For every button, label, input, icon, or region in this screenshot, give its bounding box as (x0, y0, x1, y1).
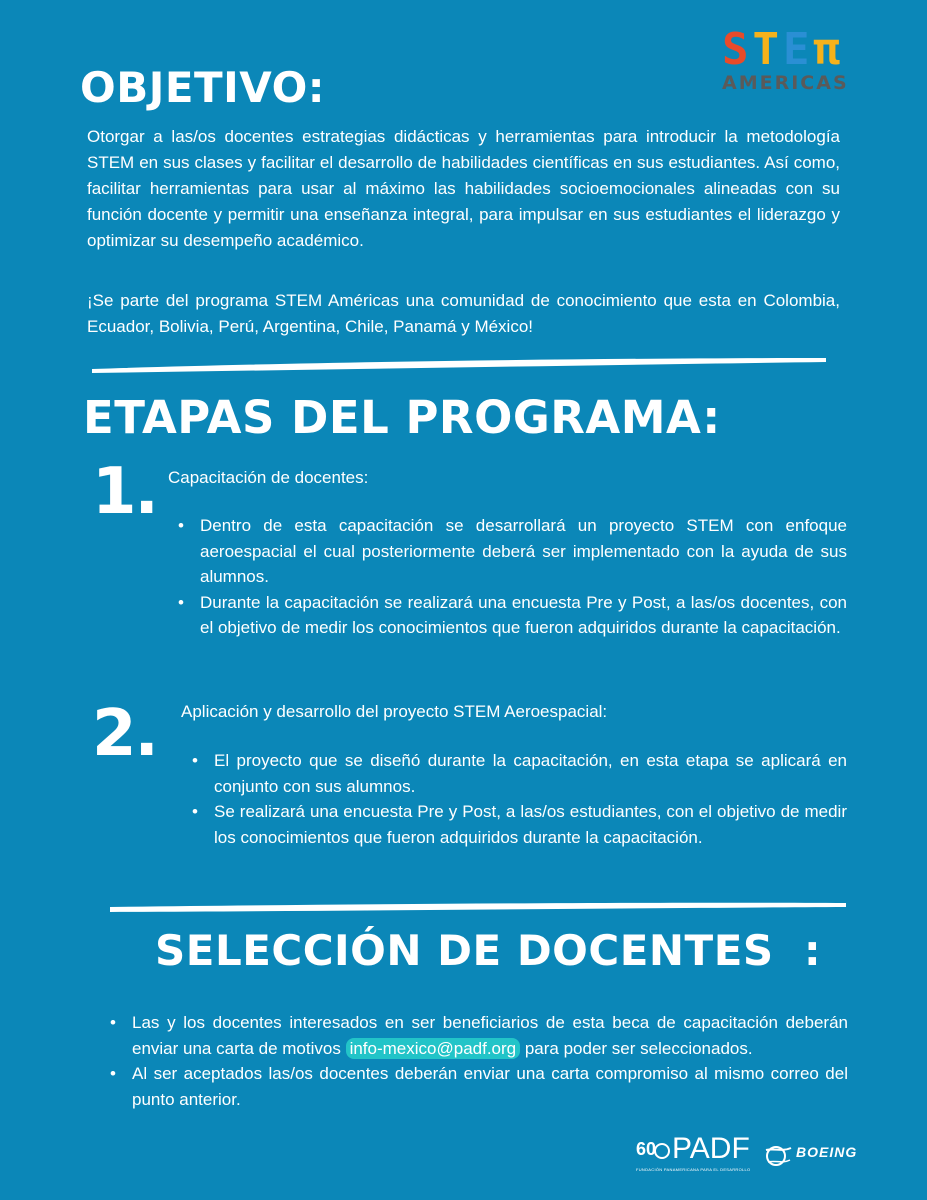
padf-globe-icon (654, 1143, 670, 1159)
logo-letter-s: S (722, 24, 753, 75)
list-item (102, 1010, 848, 1061)
padf-tagline: FUNDACIÓN PANAMERICANA PARA EL DESARROLLO (636, 1167, 751, 1172)
logo-letter-t: T (752, 24, 783, 75)
brush-divider (0, 352, 927, 382)
boeing-logo (764, 1140, 886, 1172)
boeing-symbol-icon (764, 1140, 792, 1168)
selection-bullet-text: para poder ser seleccionados. (520, 1038, 753, 1058)
brush-divider (0, 894, 927, 924)
boeing-wordmark: BOEING (796, 1144, 858, 1160)
email-link[interactable]: info-mexico@padf.org (346, 1038, 521, 1059)
objective-countries-paragraph: ¡Se parte del programa STEM Américas una comunidad de conocimiento que esta en Colombia, Ecuador, Bolivia, Perú, Argentina, Chile, Panamá y México! (87, 291, 840, 336)
selection-bullets (102, 1010, 848, 1112)
logo-subtitle: AMERICAS (722, 72, 849, 94)
list-item: • Se realizará una encuesta Pre y Post, a las/os estudiantes, con el objetivo de medir los conocimientos que fueron adquiridos durante la capacitación. (184, 799, 847, 850)
list-item: • El proyecto que se diseñó durante la capacitación, en esta etapa se aplicará en conjunto con sus alumnos. (184, 748, 847, 799)
list-item: • Al ser aceptados las/os docentes deberán enviar una carta compromiso al mismo correo del punto anterior. (102, 1061, 848, 1112)
stage-1-title: Capacitación de docentes: (168, 468, 369, 487)
list-item: • Dentro de esta capacitación se desarrollará un proyecto STEM con enfoque aeroespacial el cual posteriormente deberá ser implementado con la ayuda de sus alumnos. (170, 513, 847, 590)
stage-2-title: Aplicación y desarrollo del proyecto STEM Aeroespacial: (181, 702, 608, 721)
stage-2-bullets (184, 748, 847, 850)
logo-letters (722, 24, 882, 75)
padf-60: 60 (636, 1139, 657, 1159)
stage-1-bullets (170, 513, 847, 641)
stem-americas-logo (722, 24, 882, 98)
stage-1-number: 1. (92, 455, 157, 529)
objective-heading: OBJETIVO: (80, 63, 326, 112)
stage-2-number: 2. (92, 697, 157, 771)
padf-logo (636, 1132, 756, 1175)
logo-letter-pi: π (813, 24, 844, 75)
list-item: • Durante la capacitación se realizará una encuesta Pre y Post, a las/os docentes, con el objetivo de medir los conocimientos que fueron adquiridos durante la capacitación. (170, 590, 847, 641)
stages-heading: ETAPAS DEL PROGRAMA: (83, 391, 721, 444)
logo-letter-e: E (783, 24, 814, 75)
padf-name: PADF (672, 1132, 750, 1165)
selection-heading: SELECCIÓN DE DOCENTES : (155, 926, 822, 975)
selection-bullet-text: Las y los docentes interesados en ser beneficiarios de esta beca de capacitación deberán enviar una carta de motivos (132, 1013, 848, 1058)
objective-paragraph: Otorgar a las/os docentes estrategias didácticas y herramientas para introducir la metodología STEM en sus clases y facilitar el desarrollo de habilidades científicas en sus estudiantes. Así como, facilitar herramientas para usar al máximo las habilidades socioemocionales alineadas con su función docente y permitir una enseñanza integral, para impulsar en sus estudiantes el liderazgo y optimizar su desempeño académico. (87, 127, 840, 250)
